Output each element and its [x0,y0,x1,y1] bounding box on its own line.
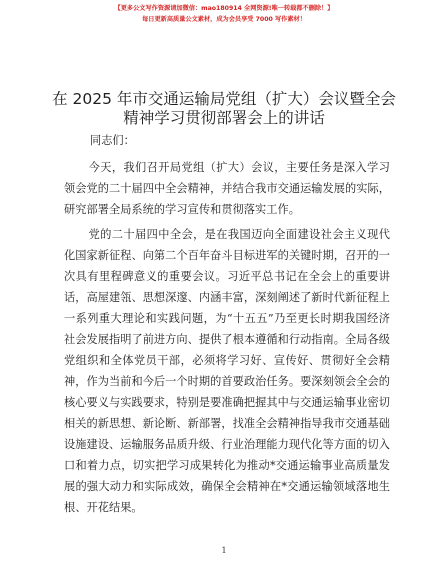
body-paragraph: 今天，我们召开局党组（扩大）会议，主要任务是深入学习领会党的二十届四中全会精神，并结合我市交通运输发展的实际，研究部署全局系统的学习宣传和贯彻落实工作。 [64,161,390,216]
document-title-line1: 在 2025 年市交通运输局党组（扩大）会议暨全会 [52,90,396,108]
document-title [48,90,400,128]
promo-banner-line1: 【更多公文写作资源请加微信：mao180914 全网资源!唯一转载都不删除！】 [114,5,334,12]
body-paragraph: 党的二十届四中全会，是在我国迈向全面建设社会主义现代化国家新征程、向第二个百年奋斗目标进军的关键时期，召开的一次具有里程碑意义的重要会议。习近平总书记在全会上的重要讲话，高屋建瓴、思想深邃、内涵丰富，深刻阐述了新时代新征程上一系列重大理论和实践问题，为“十五五”乃至更长时期我国经济社会发展指明了前进方向、提供了根本遵循和行动指南。全局各级党组织和全体党员干部，必须将学习好、宣传好、贯彻好全会精神，作为当前和今后一个时期的首要政治任务。要深刻领会全会的核心要义与实践要求，特别是要准确把握其中与交通运输事业密切相关的新思想、新论断、新部署，找准全会精神指导我市交通基础设施建设、运输服务品质升级、行业治理能力现代化等方面的切入口和着力点，切实把学习成果转化为推动*交通运输事业高质量发展的强大动力和实际成效，确保全会精神在*交通运输领域落地生根、开花结果。 [64,228,390,514]
document-title-line2: 精神学习贯彻部署会上的讲话 [123,109,325,127]
page-number: 1 [221,546,227,555]
greeting: 同志们： [90,134,135,147]
promo-banner-line2: 每日更新高质量公文素材，成为会员享受 7000 写作素材！ [142,16,306,23]
promo-banner [0,4,448,25]
